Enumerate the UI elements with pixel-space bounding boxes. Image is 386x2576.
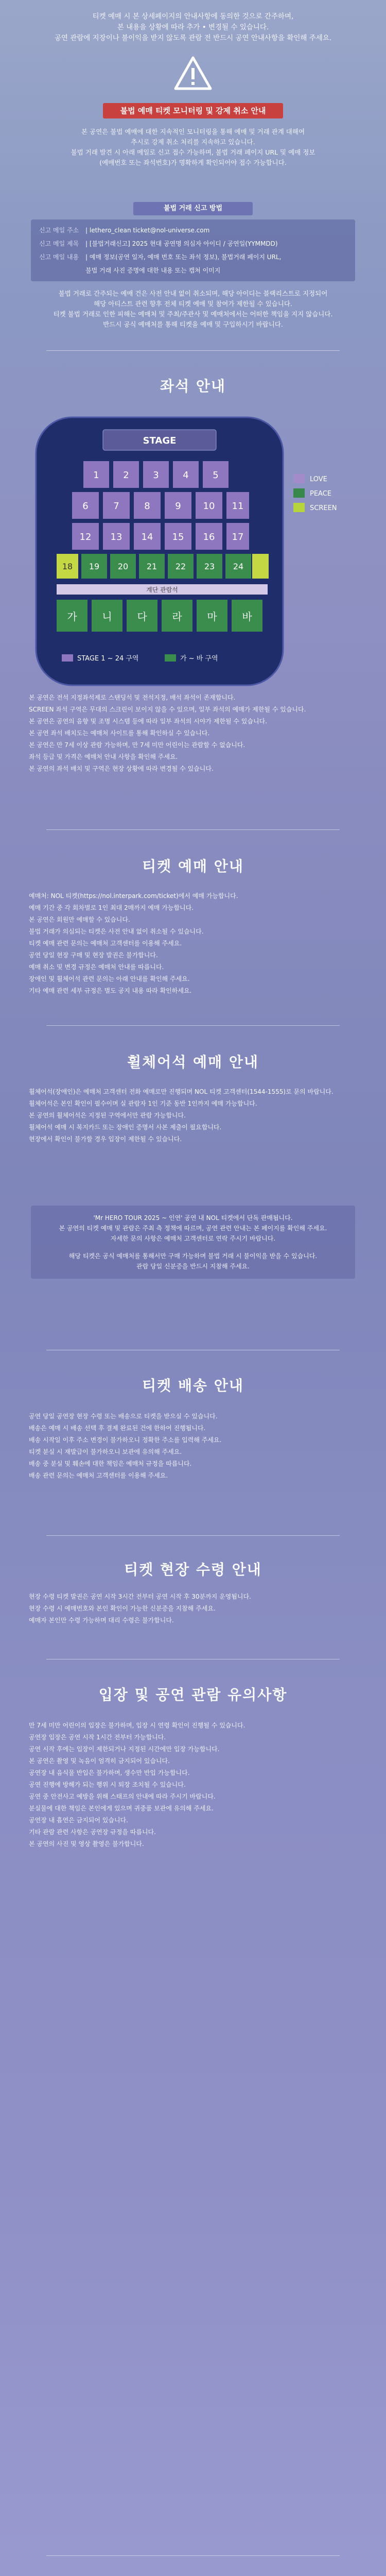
svg-text:14: 14: [141, 532, 153, 543]
wheelchair-section-title: 휠체어석 예매 안내: [127, 1054, 259, 1071]
intro-text: [31, 11, 355, 44]
bullet: 불법 거래가 의심되는 티켓은 사전 안내 없이 취소될 수 있습니다.: [29, 928, 204, 935]
bullet: 공연 당일 공연장 현장 수령 또는 배송으로 티켓을 받으실 수 있습니다.: [29, 1413, 218, 1420]
bullet: 장애인 및 휠체어석 관련 문의는 아래 안내를 확인해 주세요.: [29, 975, 190, 982]
svg-text:LOVE: LOVE: [310, 476, 327, 483]
note-line: 불법 거래로 간주되는 예매 건은 사전 안내 없이 취소되며, 해당 아이디는 블랙리스트로 지정되어: [58, 290, 328, 297]
bullet: 배송 관련 문의는 예매처 고객센터를 이용해 주세요.: [29, 1472, 168, 1479]
svg-text:SCREEN: SCREEN: [310, 504, 337, 512]
bullet: 본 공연은 전석 지정좌석제로 스탠딩석 및 전석지정, 배석 좌석이 존재합니다.: [29, 694, 236, 701]
bullet: 휠체어석(장애인)은 예매처 고객센터 전화 예매로만 진행되며 NOL 티켓 고객센터(1544-1555)로 문의 바랍니다.: [29, 1088, 334, 1095]
svg-text:13: 13: [110, 532, 122, 543]
alert-line: 불법 거래 발견 시 아래 메일로 신고 접수 가능하며, 불법 거래 페이지 URL 및 예매 정보: [71, 148, 315, 156]
svg-text:5: 5: [213, 470, 219, 481]
svg-text:6: 6: [82, 501, 89, 512]
svg-text:가: 가: [67, 611, 77, 623]
report-key: 신고 메일 제목: [39, 240, 79, 247]
stage-label: STAGE: [143, 435, 177, 446]
svg-text:STAGE 1 ~ 24 구역: STAGE 1 ~ 24 구역: [77, 655, 139, 663]
bullet: 본 공연은 촬영 및 녹음이 엄격히 금지되어 있습니다.: [29, 1757, 170, 1765]
divider: [46, 350, 340, 351]
seat-bullets: [29, 693, 363, 776]
bullet: 만 7세 미만 어린이의 입장은 불가하며, 입장 시 연령 확인이 진행될 수 있습니다.: [29, 1722, 245, 1729]
report-value: | [불법거래신고] 2025 현대 공연명 의심자 아이디 / 공연일(YYMMDD): [85, 240, 278, 247]
report-row: [31, 250, 355, 264]
warning-icon: [173, 56, 213, 91]
svg-text:18: 18: [62, 562, 73, 571]
bullet: 본 공연은 공연의 음향 및 조명 시스템 등에 따라 일부 좌석의 시야가 제한될 수 있습니다.: [29, 718, 267, 725]
bullet: 배송 중 분실 및 훼손에 대한 책임은 예매처 규정을 따릅니다.: [29, 1460, 192, 1467]
panel-line: 자세한 문의 사항은 예매처 고객센터로 연락 주시기 바랍니다.: [110, 1235, 276, 1242]
svg-text:12: 12: [79, 532, 92, 543]
svg-text:3: 3: [153, 470, 159, 481]
bullet: 배송 시작일 이후 주소 변경이 불가하오니 정확한 주소를 입력해 주세요.: [29, 1436, 222, 1444]
bullet: 예매 취소 및 변경 규정은 예매처 안내를 따릅니다.: [29, 963, 164, 971]
intro-line: 공연 관람에 지장이나 불이익을 받지 않도록 관람 전 반드시 공연 안내사항을 확인해 주세요.: [54, 34, 332, 42]
svg-text:9: 9: [175, 501, 181, 512]
svg-text:마: 마: [207, 611, 217, 623]
svg-text:11: 11: [232, 501, 244, 512]
report-row: [31, 264, 355, 277]
report-key: [39, 265, 85, 276]
caution-bullets: [29, 1721, 363, 1851]
svg-text:10: 10: [203, 501, 215, 512]
svg-text:니: 니: [102, 611, 112, 623]
caution-section-title: 입장 및 공연 관람 유의사항: [98, 1686, 288, 1703]
floor-label: 계단 관람석: [146, 586, 178, 594]
bullet: 좌석 등급 및 가격은 예매처 안내 사항을 확인해 주세요.: [29, 753, 178, 760]
alert-line: 추시로 강제 취소 처리를 지속하고 있습니다.: [131, 138, 255, 146]
bullet: 공연장 내 음식물 반입은 불가하며, 생수만 반입 가능합니다.: [29, 1769, 190, 1776]
svg-text:PEACE: PEACE: [310, 490, 332, 498]
svg-text:17: 17: [232, 532, 244, 543]
note-line: 해당 아티스트 관련 향후 전체 티켓 예매 및 참여가 제한될 수 있습니다.: [94, 300, 292, 308]
svg-text:4: 4: [183, 470, 189, 481]
report-key: 신고 메일 주소: [39, 227, 79, 234]
pickup-section-title: 티켓 현장 수령 안내: [124, 1561, 262, 1578]
ticketing-bullets: [29, 891, 363, 998]
bullet: 본 공연 좌석 배치도는 예매처 사이트를 통해 확인하실 수 있습니다.: [29, 730, 210, 737]
svg-text:가 ~ 바 구역: 가 ~ 바 구역: [180, 655, 218, 663]
bullet: 본 공연은 회원만 예매할 수 있습니다.: [29, 916, 130, 923]
note-line: 티켓 불법 거래로 인한 피해는 예매처 및 주최/주관사 및 예매처에서는 어떠한 책임을 지지 않습니다.: [53, 310, 333, 318]
seat-legend: [293, 474, 337, 512]
bullet: 티켓 예매 관련 문의는 예매처 고객센터를 이용해 주세요.: [29, 940, 182, 947]
svg-text:21: 21: [146, 562, 157, 571]
intro-line: 티켓 예매 시 본 상세페이지의 안내사항에 동의한 것으로 간주하며,: [92, 12, 294, 21]
divider: [46, 1025, 340, 1026]
wheelchair-panel: [31, 1206, 355, 1279]
divider: [46, 2555, 340, 2556]
note-line: 반드시 공식 예매처를 통해 티켓을 예매 및 구입하시기 바랍니다.: [103, 320, 283, 328]
wheelchair-bullets: [29, 1087, 363, 1146]
bullet: 공연 시작 후에는 입장이 제한되거나 지정된 시간에만 입장 가능합니다.: [29, 1745, 220, 1753]
bullet: 휠체어석은 본인 확인이 필수이며 실 관람자 1인 기준 동반 1인까지 예매 가능합니다.: [29, 1100, 257, 1107]
alert-title: 불법 예매 티켓 모니터링 및 강제 취소 안내: [103, 103, 283, 118]
report-row: [31, 237, 355, 250]
bullet: 티켓 분실 시 재발급이 불가하오니 보관에 유의해 주세요.: [29, 1448, 182, 1455]
bullet: 본 공연의 휠체어석은 지정된 구역에서만 관람 가능합니다.: [29, 1112, 186, 1119]
panel-line: 본 공연의 티켓 예매 및 관람은 주최 측 정책에 따르며, 공연 관련 안내는 본 페이지를 확인해 주세요.: [59, 1225, 327, 1232]
bullet: 예매자 본인만 수령 가능하며 대리 수령은 불가합니다.: [29, 1617, 174, 1624]
report-title: 불법 거래 신고 방법: [133, 202, 253, 215]
report-email[interactable]: | lethero_clean ticket@nol-universe.com: [85, 227, 210, 234]
bullet: 공연 진행에 방해가 되는 행위 시 퇴장 조치될 수 있습니다.: [29, 1781, 186, 1788]
delivery-section-title: 티켓 배송 안내: [142, 1377, 244, 1394]
bullet: 예매 기간 중 각 회차별로 1인 최대 2매까지 예매 가능합니다.: [29, 904, 194, 911]
note-text: [26, 289, 360, 330]
divider: [46, 829, 340, 830]
bullet: 본 공연의 사진 및 영상 촬영은 불가합니다.: [29, 1840, 144, 1848]
bullet: 현장 수령 시 예매번호와 본인 확인이 가능한 신분증을 지참해 주세요.: [29, 1605, 216, 1612]
svg-text:라: 라: [172, 611, 182, 623]
pickup-bullets: [29, 1592, 363, 1628]
svg-text:24: 24: [233, 562, 244, 571]
svg-text:7: 7: [113, 501, 119, 512]
svg-text:바: 바: [242, 611, 252, 623]
seat-map: [26, 412, 360, 701]
panel-line: 해당 티켓은 공식 예매처를 통해서만 구매 가능하며 불법 거래 시 불이익을 받을 수 있습니다.: [68, 1252, 318, 1260]
bullet: 기타 관람 관련 사항은 공연장 규정을 따릅니다.: [29, 1828, 156, 1836]
svg-text:19: 19: [89, 562, 100, 571]
intro-line: 본 내용을 상황에 따라 추가 • 변경될 수 있습니다.: [117, 23, 269, 31]
bullet: 예매처: NOL 티켓(https://nol.interpark.com/ticket)에서 예매 가능합니다.: [29, 892, 238, 900]
bullet: 공연 중 안전사고 예방을 위해 스태프의 안내에 따라 주시기 바랍니다.: [29, 1793, 216, 1800]
svg-text:20: 20: [117, 562, 129, 571]
bullet: 현장 수령 티켓 발권은 공연 시작 3시간 전부터 공연 시작 후 30분까지 운영됩니다.: [29, 1593, 251, 1600]
svg-text:8: 8: [144, 501, 150, 512]
alert-text: [26, 127, 360, 168]
report-row: [31, 224, 355, 237]
svg-text:23: 23: [204, 562, 215, 571]
bullet: 배송은 예매 시 배송 선택 후 결제 완료된 건에 한하여 진행됩니다.: [29, 1425, 206, 1432]
svg-text:다: 다: [137, 611, 147, 623]
bullet: 본 공연은 만 7세 이상 관람 가능하며, 만 7세 미만 어린이는 관람할 수 없습니다.: [29, 741, 245, 749]
bullet: 공연장 입장은 공연 시작 1시간 전부터 가능합니다.: [29, 1734, 166, 1741]
panel-line: 'Mr HERO TOUR 2025 ~ 인연' 공연 내 NOL 티켓에서 단독 판매됩니다.: [93, 1214, 293, 1222]
bullet: 공연 당일 현장 구매 및 현장 발권은 불가합니다.: [29, 952, 158, 959]
report-value: 불법 거래 사진 증명에 대한 내용 또는 캡쳐 이미지: [85, 267, 221, 274]
bullet: 공연장 내 흡연은 금지되어 있습니다.: [29, 1817, 128, 1824]
svg-text:22: 22: [175, 562, 186, 571]
panel-line: 관람 당일 신분증을 반드시 지참해 주세요.: [136, 1263, 250, 1270]
alert-line: (예매번호 또는 좌석번호)가 명확하게 확인되어야 접수 가능합니다.: [99, 159, 287, 166]
delivery-bullets: [29, 1412, 363, 1483]
report-value: | 예매 정보(공연 일자, 예매 번호 또는 좌석 정보), 불법거래 페이지 URL,: [85, 253, 282, 261]
svg-text:15: 15: [172, 532, 184, 543]
ticketing-section-title: 티켓 예매 안내: [142, 858, 244, 875]
bullet: 본 공연의 좌석 배치 및 구역은 현장 상황에 따라 변경될 수 있습니다.: [29, 765, 214, 772]
report-key: 신고 메일 내용: [39, 253, 79, 261]
divider: [46, 1535, 340, 1536]
seat-section-title: 좌석 안내: [160, 378, 226, 395]
bullet: SCREEN 좌석 구역은 무대의 스크린이 보이지 않을 수 있으며, 일부 좌석의 예매가 제한될 수 있습니다.: [29, 706, 306, 713]
bullet: 현장에서 확인이 불가할 경우 입장이 제한될 수 있습니다.: [29, 1136, 182, 1143]
bullet: 분실물에 대한 책임은 본인에게 있으며 귀중품 보관에 유의해 주세요.: [29, 1805, 214, 1812]
bullet: 기타 예매 관련 세부 규정은 별도 공지 내용 따라 확인하세요.: [29, 987, 192, 994]
alert-line: 본 공연은 불법 예매에 대한 지속적인 모니터링을 통해 예매 및 거래 관계 대해여: [81, 128, 305, 135]
bullet: 휠체어석 예매 시 복지카드 또는 장애인 증명서 사본 제출이 필요합니다.: [29, 1124, 222, 1131]
svg-text:2: 2: [123, 470, 129, 481]
report-box: [31, 219, 355, 281]
svg-text:1: 1: [93, 470, 99, 481]
svg-text:16: 16: [203, 532, 215, 543]
